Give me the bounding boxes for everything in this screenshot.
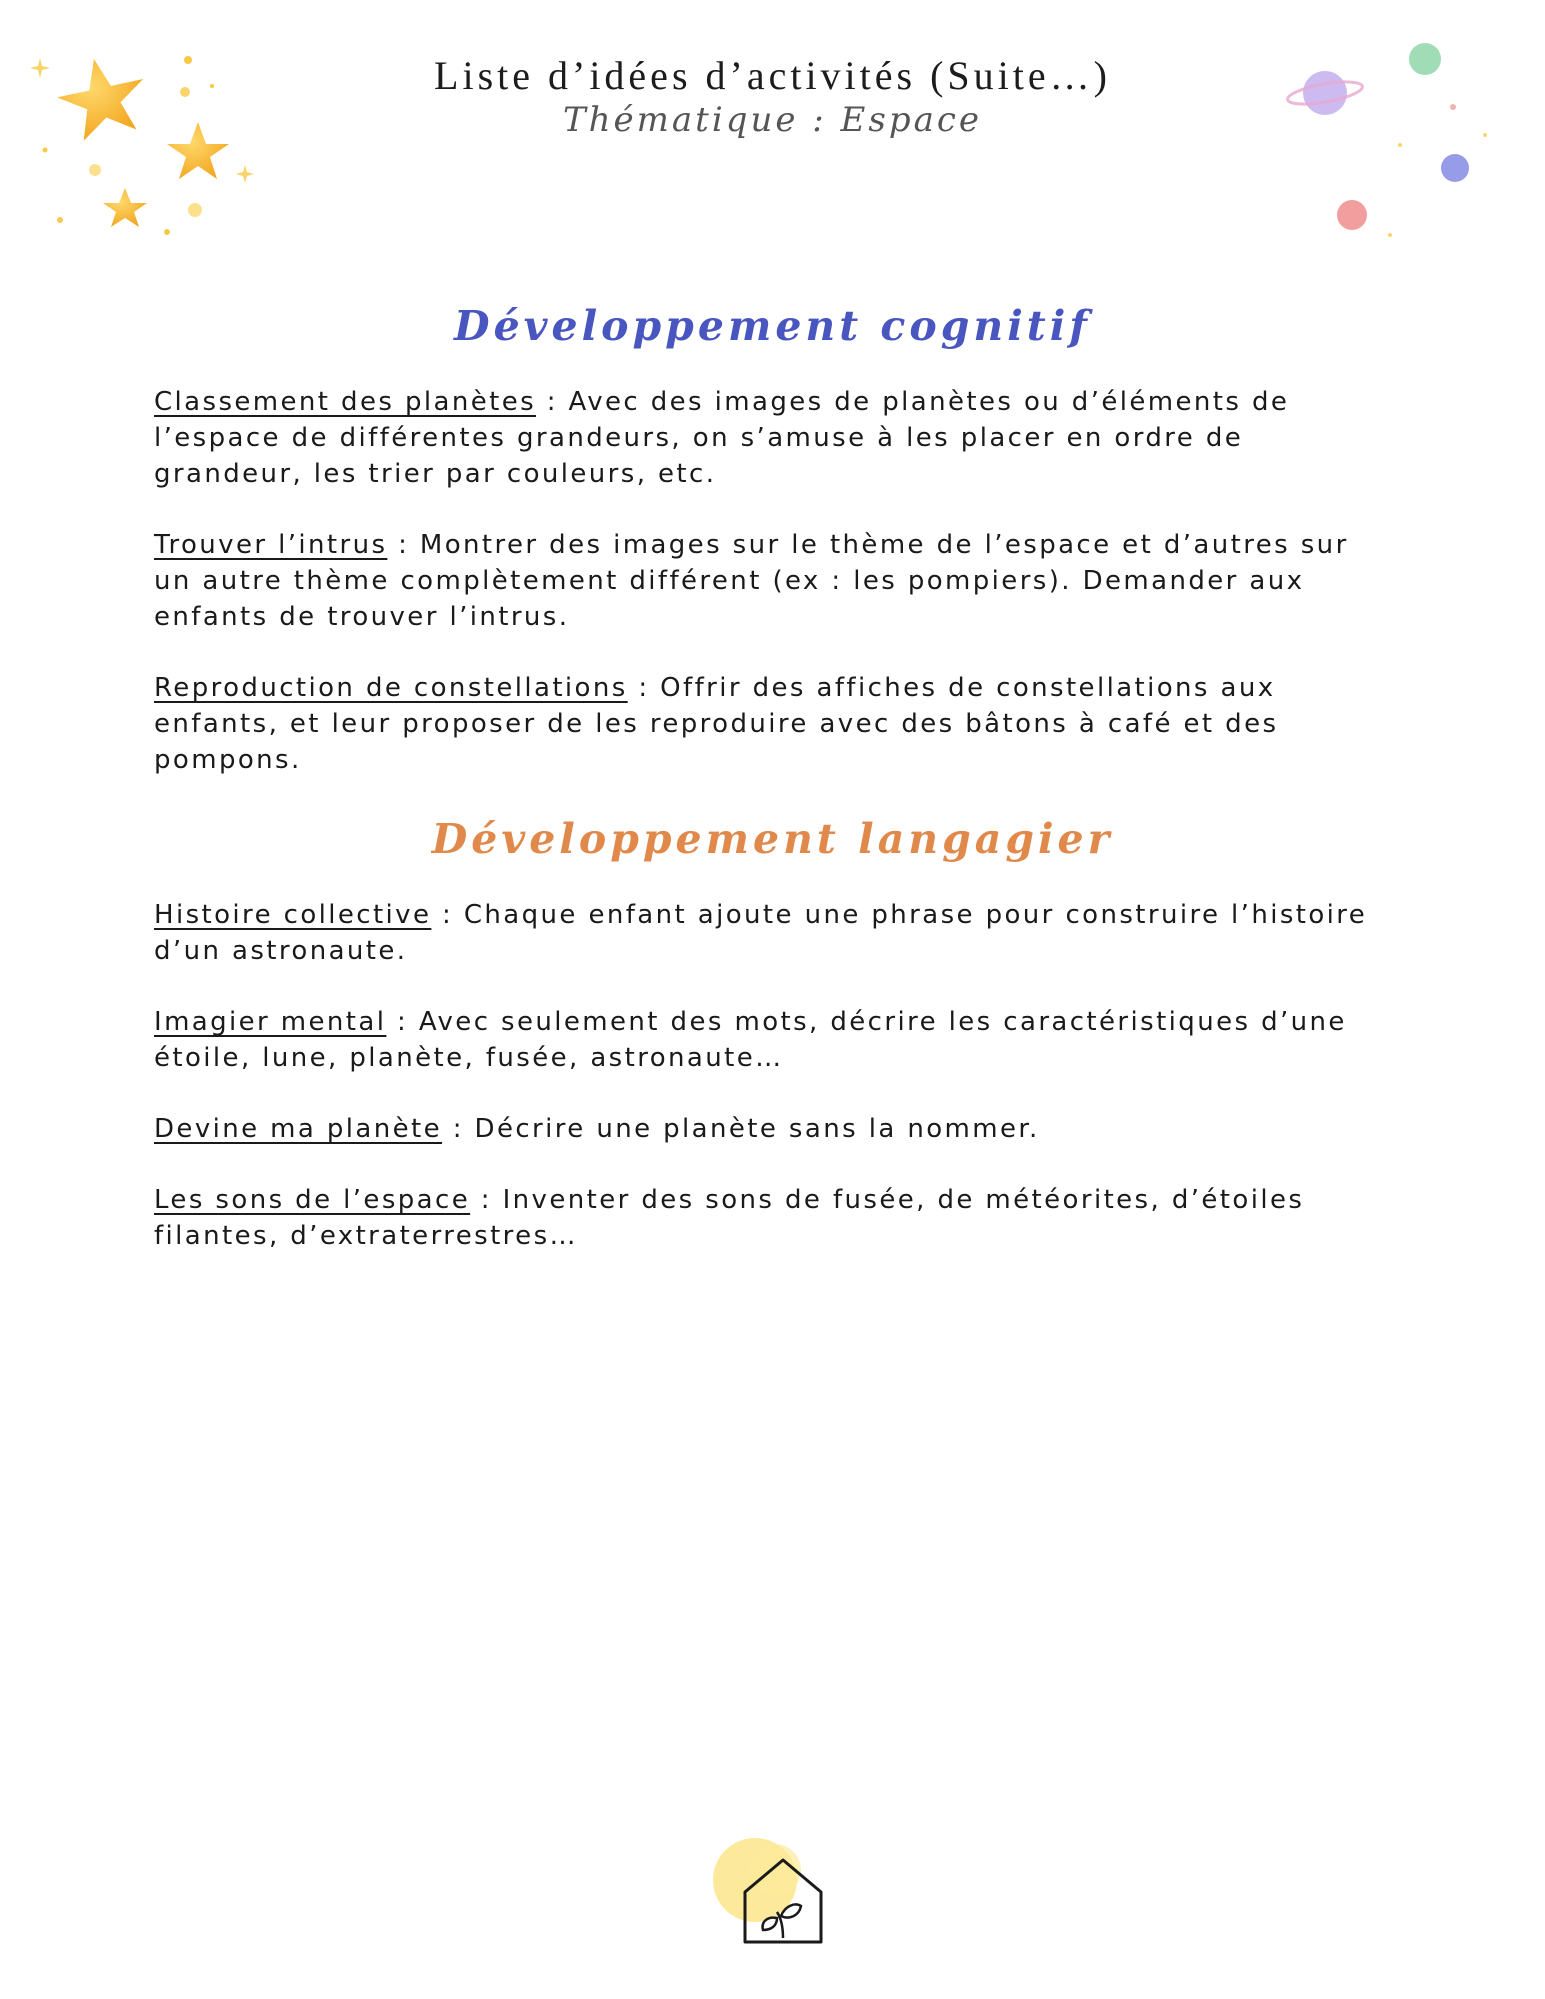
activity-description: : Inventer des sons de fusée, de météorites, d’étoiles filantes, d’extraterrestres…	[154, 1185, 1305, 1251]
activity-entry	[154, 527, 1394, 635]
activity-entry	[154, 670, 1394, 778]
activity-term: Classement des planètes	[154, 387, 537, 417]
activity-entry	[154, 1182, 1394, 1254]
activity-entry	[154, 897, 1394, 969]
activity-description: : Offrir des affiches de constellations aux enfants, et leur proposer de les reproduire avec des bâtons à café et des pompons.	[154, 673, 1279, 775]
house-sprout-logo-icon	[705, 1830, 835, 1950]
activity-term: Trouver l’intrus	[154, 530, 388, 560]
activity-entry	[154, 384, 1394, 492]
activity-description: : Chaque enfant ajoute une phrase pour construire l’histoire d’un astronaute.	[154, 900, 1368, 966]
activity-term: Devine ma planète	[154, 1114, 443, 1144]
page-subtitle: Thématique : Espace	[562, 100, 983, 140]
activity-entry	[154, 1111, 1394, 1147]
activity-term: Imagier mental	[154, 1007, 387, 1037]
activity-description: : Montrer des images sur le thème de l’espace et d’autres sur un autre thème complètement différent (ex : les pompiers). Demander aux enfants de trouver l’intrus.	[154, 530, 1349, 632]
activity-entry	[154, 1004, 1394, 1076]
section-heading-cognitif: Développement cognitif	[454, 302, 1091, 350]
section-heading-langagier: Développement langagier	[431, 815, 1114, 863]
page-title: Liste d’idées d’activités (Suite…)	[434, 53, 1111, 98]
activity-term: Les sons de l’espace	[154, 1185, 471, 1215]
activity-description: : Avec des images de planètes ou d’éléments de l’espace de différentes grandeurs, on s’amuse à les placer en ordre de grandeur, les trier par couleurs, etc.	[154, 387, 1290, 489]
activity-description: : Décrire une planète sans la nommer.	[442, 1114, 1040, 1144]
activity-term: Histoire collective	[154, 900, 432, 930]
activity-description: : Avec seulement des mots, décrire les caractéristiques d’une étoile, lune, planète, fusée, astronaute…	[154, 1007, 1347, 1073]
activity-term: Reproduction de constellations	[154, 673, 628, 703]
